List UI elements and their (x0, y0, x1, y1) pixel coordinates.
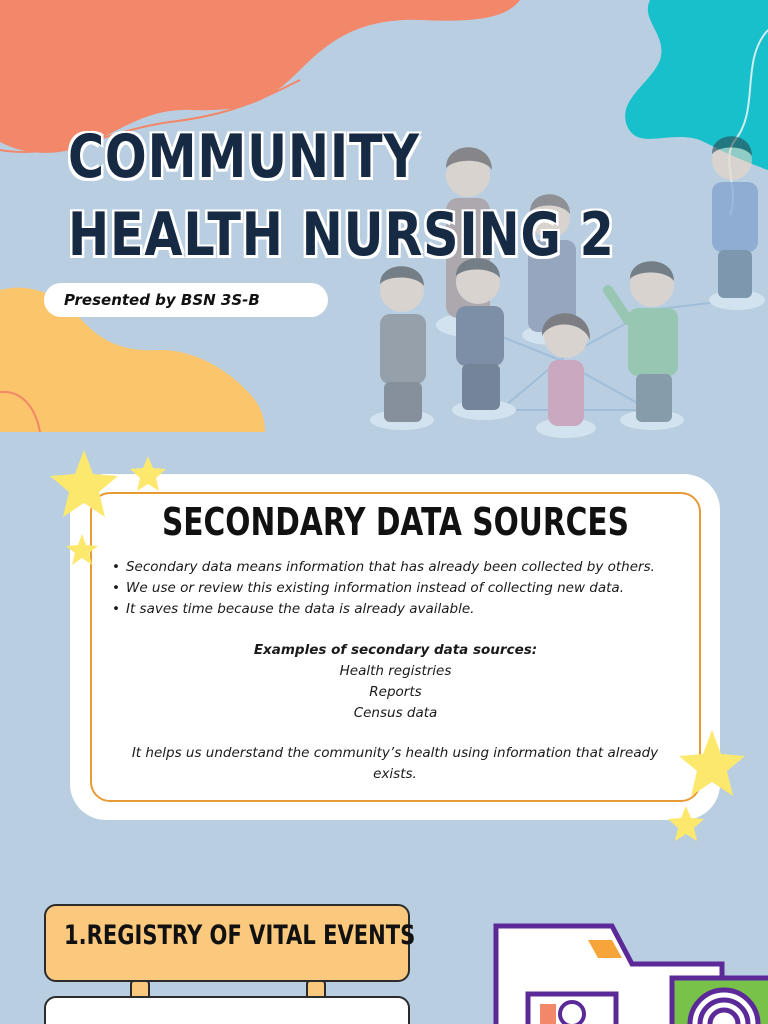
example-item: Census data (353, 705, 438, 721)
card-heading: SECONDARY DATA SOURCES (161, 500, 630, 544)
title-line-2: HEALTH NURSING 2 (68, 200, 615, 270)
example-item: Health registries (339, 663, 452, 679)
presenter-text: Presented by BSN 3S-B (64, 291, 260, 309)
camera-viewfinder-circle (560, 1002, 584, 1024)
camera-viewfinder-accent (540, 1004, 556, 1024)
bullet-item: • It saves time because the data is already available. (112, 599, 692, 620)
bullet-item: • Secondary data means information that has already been collected by others. (112, 557, 692, 578)
example-item: Reports (369, 684, 422, 700)
bullet-item: • We use or review this existing information instead of collecting new data. (112, 578, 692, 599)
title-line-1: COMMUNITY (68, 122, 420, 192)
closing-text: It helps us understand the community’s health using information that already exists. (131, 745, 659, 782)
registry-label: 1.REGISTRY OF VITAL EVENTS (64, 920, 416, 951)
examples-heading: Examples of secondary data sources: (253, 642, 538, 658)
